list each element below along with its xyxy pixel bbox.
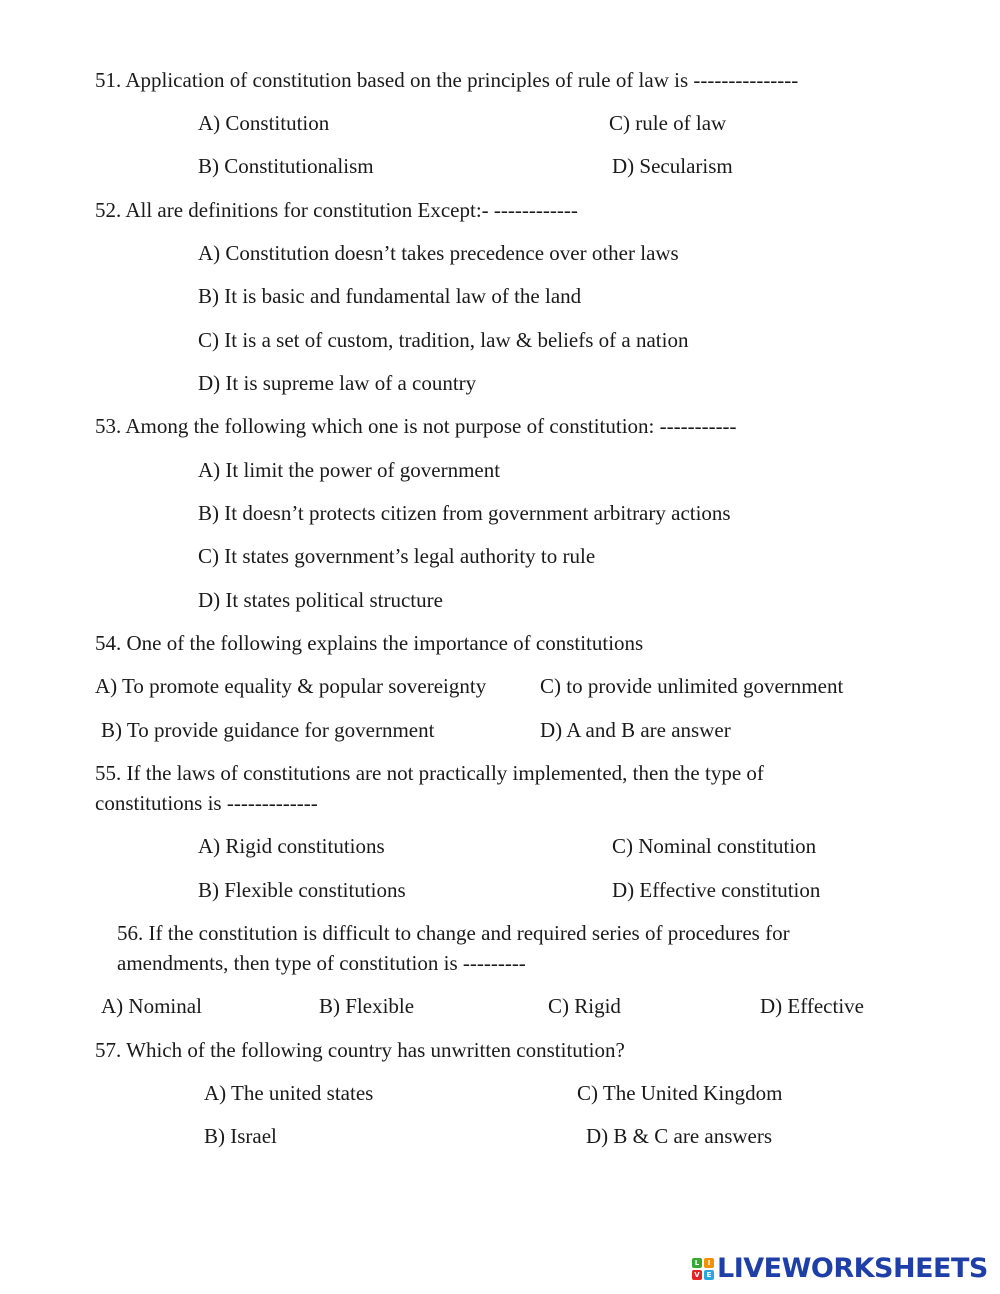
question-55-stem-line2: constitutions is ------------- <box>95 791 318 815</box>
question-53-option-c[interactable]: C) It states government’s legal authority to rule <box>198 544 596 568</box>
question-51-option-c[interactable]: C) rule of law <box>609 111 727 135</box>
question-55-stem-line1: 55. If the laws of constitutions are not practically implemented, then the type of <box>95 761 764 785</box>
question-57-option-a[interactable]: A) The united states <box>204 1081 374 1105</box>
question-54-option-c[interactable]: C) to provide unlimited government <box>540 674 844 698</box>
question-51-option-b[interactable]: B) Constitutionalism <box>198 154 374 178</box>
question-56-stem-line1: 56. If the constitution is difficult to change and required series of procedures for <box>117 921 790 945</box>
question-52-option-c[interactable]: C) It is a set of custom, tradition, law & beliefs of a nation <box>198 328 689 352</box>
question-54-option-b[interactable]: B) To provide guidance for government <box>101 718 435 742</box>
question-52-option-d[interactable]: D) It is supreme law of a country <box>198 371 477 395</box>
question-53-option-d[interactable]: D) It states political structure <box>198 588 443 612</box>
question-53-option-a[interactable]: A) It limit the power of government <box>198 458 501 482</box>
liveworksheets-mark-icon: L I V E <box>692 1258 714 1280</box>
question-56-option-a[interactable]: A) Nominal <box>101 994 202 1018</box>
question-53-option-b[interactable]: B) It doesn’t protects citizen from government arbitrary actions <box>198 501 731 525</box>
question-57-option-c[interactable]: C) The United Kingdom <box>577 1081 783 1105</box>
question-56-stem-line2: amendments, then type of constitution is --------- <box>117 951 526 975</box>
question-51-option-a[interactable]: A) Constitution <box>198 111 330 135</box>
liveworksheets-logo <box>692 1252 988 1286</box>
question-54-option-a[interactable]: A) To promote equality & popular sovereignty <box>95 674 487 698</box>
question-56-option-d[interactable]: D) Effective <box>760 994 864 1018</box>
question-52-option-a[interactable]: A) Constitution doesn’t takes precedence over other laws <box>198 241 679 265</box>
logo-text: LIVEWORKSHEETS <box>717 1253 988 1284</box>
question-51-stem: 51. Application of constitution based on the principles of rule of law is --------------- <box>95 68 799 92</box>
question-57-option-b[interactable]: B) Israel <box>204 1124 277 1148</box>
question-55-option-b[interactable]: B) Flexible constitutions <box>198 878 406 902</box>
question-54-stem: 54. One of the following explains the importance of constitutions <box>95 631 644 655</box>
question-57-option-d[interactable]: D) B & C are answers <box>586 1124 773 1148</box>
question-55-option-c[interactable]: C) Nominal constitution <box>612 834 817 858</box>
question-56-option-b[interactable]: B) Flexible <box>319 994 415 1018</box>
question-55-option-d[interactable]: D) Effective constitution <box>612 878 821 902</box>
question-55-option-a[interactable]: A) Rigid constitutions <box>198 834 385 858</box>
question-56-option-c[interactable]: C) Rigid <box>548 994 621 1018</box>
question-52-stem: 52. All are definitions for constitution Except:- ------------ <box>95 198 578 222</box>
question-53-stem: 53. Among the following which one is not purpose of constitution: ----------- <box>95 414 737 438</box>
question-54-option-d[interactable]: D) A and B are answer <box>540 718 731 742</box>
question-52-option-b[interactable]: B) It is basic and fundamental law of the land <box>198 284 582 308</box>
question-57-stem: 57. Which of the following country has unwritten constitution? <box>95 1038 625 1062</box>
question-51-option-d[interactable]: D) Secularism <box>612 154 733 178</box>
